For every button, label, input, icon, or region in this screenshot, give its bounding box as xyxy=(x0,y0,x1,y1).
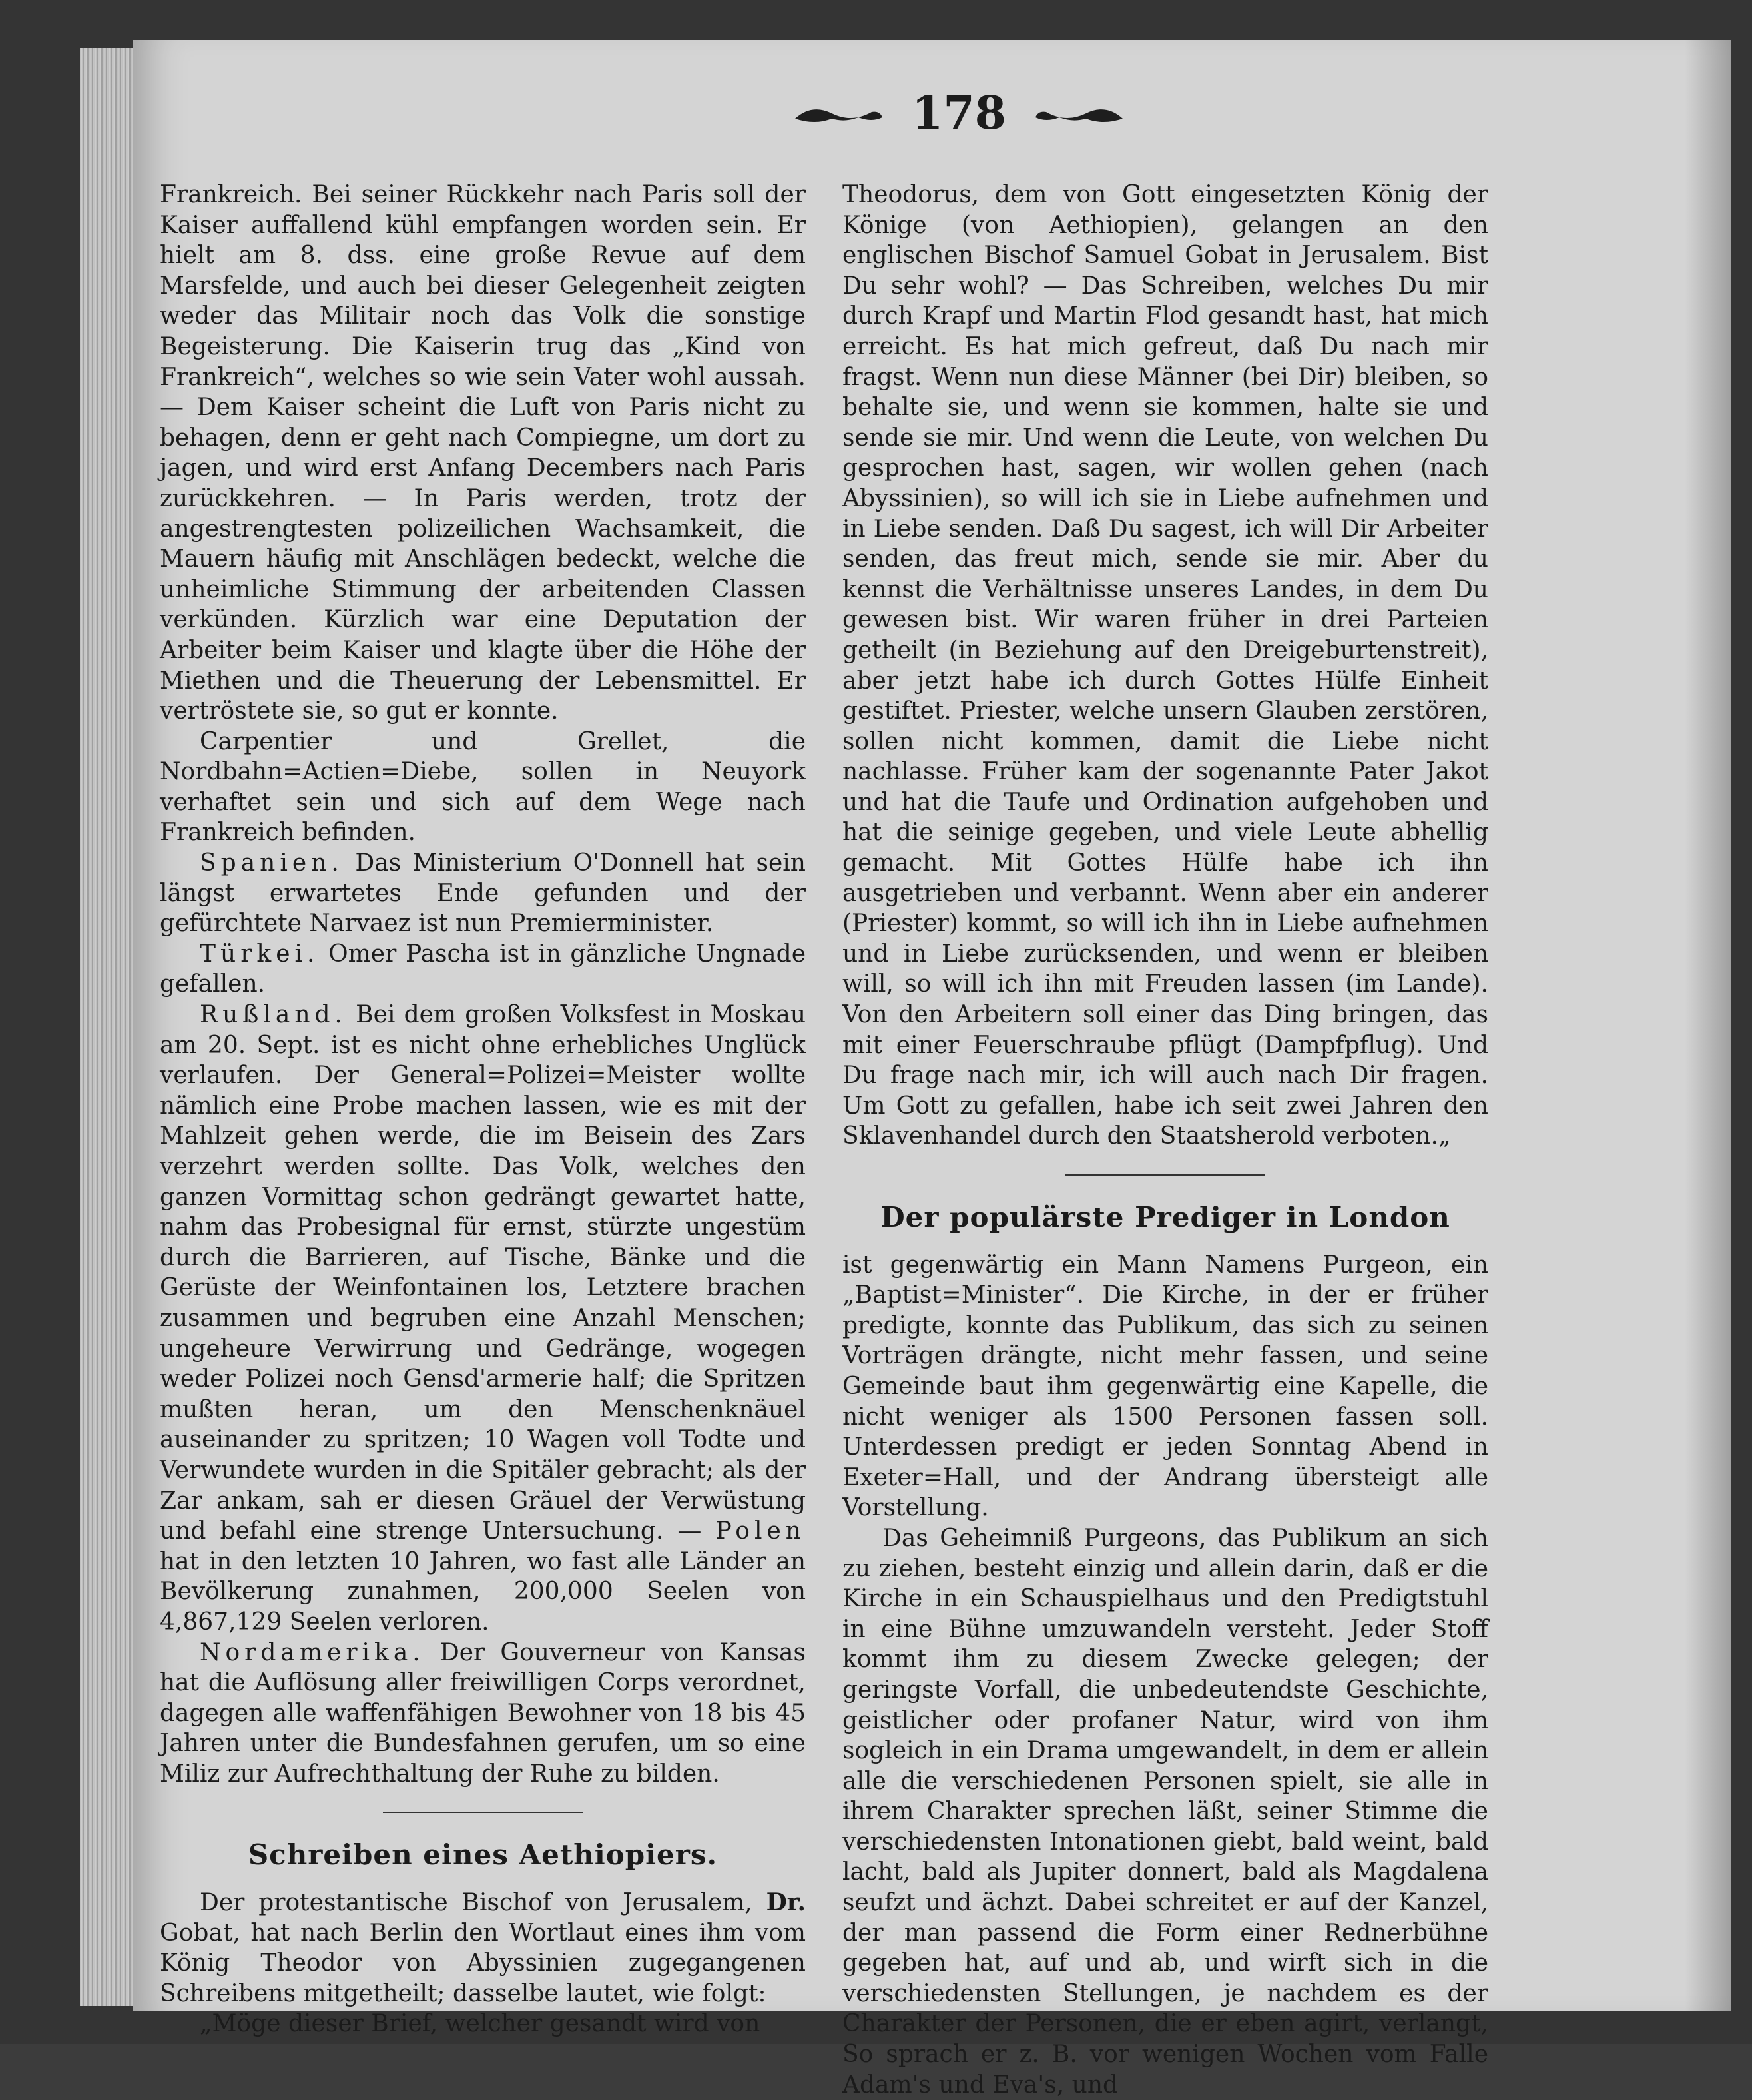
paragraph-tuerkei-text: Omer Pascha ist in gänzliche Ungnade gefallen. xyxy=(160,940,806,998)
left-ornament-icon xyxy=(792,100,885,127)
section-lead-spanien: Spanien. xyxy=(200,849,344,877)
paragraph-bischof-a: Der protestantische Bischof von Jerusalem, xyxy=(200,1889,752,1917)
left-column xyxy=(160,180,806,2039)
paragraph-bischof xyxy=(160,1888,806,2009)
section-lead-nordamerika: Nordamerika. xyxy=(200,1638,425,1666)
paragraph-bischof-c: Gobat, hat nach Berlin den Wortlaut eines ihm vom König Theodor von Abyssinien zugegangenen Schreibens mitgetheilt; dasselbe lautet, wie folgt: xyxy=(160,1919,806,2007)
paragraph-russland xyxy=(160,1000,806,1637)
paragraph-spanien-text: Das Ministerium O'Donnell hat sein längst erwartetes Ende gefunden und der gefürchtete Narvaez ist nun Premierminister. xyxy=(160,849,806,938)
right-column xyxy=(842,180,1488,2100)
paragraph-spanien xyxy=(160,848,806,939)
article-heading-prediger: Der populärste Prediger in London xyxy=(880,1201,1450,1233)
paragraph-bischof-dr: Dr. xyxy=(766,1888,806,1917)
paragraph-theodorus: Theodorus, dem von Gott eingesetzten König der Könige (von Aethiopien), gelangen an den englischen Bischof Samuel Gobat in Jerusalem. Bist Du sehr wohl? — Das Schreiben, welches Du mir durch Krapf und Martin Flod gesandt hast, hat mich erreicht. Es hat mich gefreut, daß Du nach mir fragst. Wenn nun diese Männer (bei Dir) bleiben, so behalte sie, und wenn sie kommen, halte sie und sende sie mir. Und wenn die Leute, von welchen Du gesprochen hast, sagen, wir wollen gehen (nach Abyssinien), so will ich sie in Liebe aufnehmen und in Liebe senden. Daß Du sagest, ich will Dir Arbeiter senden, das freut mich, sende sie mir. Aber du kennst die Verhältnisse unseres Landes, in dem Du gewesen bist. Wir waren früher in drei Parteien getheilt (in Beziehung auf den Dreigeburtenstreit), aber jetzt habe ich durch Gottes Hülfe Einheit gestiftet. Priester, welche unsern Glauben zerstören, sollen nicht kommen, damit die Liebe nicht nachlasse. Früher kam der sogenannte Pater Jakot und hat die Taufe und Ordination aufgehoben und hat die seinige gegeben, und viele Leute abhellig gemacht. Mit Gottes Hülfe habe ich ihn ausgetrieben und verbannt. Wenn aber ein anderer (Priester) kommt, so will ich ihn in Liebe aufnehmen und in Liebe zurücksenden, und wenn er bleiben will, so will ich ihn mit Freuden lassen (im Lande). Von den Arbeitern soll einer das Ding bringen, das mit einer Feuerschraube pflügt (Dampfpflug). Und Du frage nach mir, ich will auch nach Dir fragen. Um Gott zu gefallen, habe ich seit zwei Jahren den Sklavenhandel durch den Staatsherold verboten.„ xyxy=(842,181,1488,1150)
paragraph-nordamerika-text: Der Gouverneur von Kansas hat die Auflösung aller freiwilligen Corps verordnet, dagegen alle waffenfähigen Bewohner von 18 bis 45 Jahren unter die Bundesfahnen gerufen, um so eine Miliz zur Aufrechthaltung der Ruhe zu bilden. xyxy=(160,1638,806,1788)
paragraph-nordamerika xyxy=(160,1638,806,1790)
paragraph-carpentier: Carpentier und Grellet, die Nordbahn=Actien=Diebe, sollen in Neuyork verhaftet sein und sich auf dem Wege nach Frankreich befinden. xyxy=(160,727,806,847)
paragraph-geheimniss: Das Geheimniß Purgeons, das Publikum an sich zu ziehen, besteht einzig und allein darin, daß er die Kirche in ein Schauspielhaus und den Predigtstuhl in eine Bühne umzuwandeln versteht. Jeder Stoff kommt ihm zu diesem Zwecke gelegen; der geringste Vorfall, die unbedeutendste Geschichte, geistlicher oder profaner Natur, wird von ihm sogleich in ein Drama umgewandelt, in dem er allein alle die verschiedenen Personen spielt, sie alle in ihrem Charakter sprechen läßt, seiner Stimme die verschiedensten Intonationen giebt, bald weint, bald lacht, bald als Jupiter donnert, bald als Magdalena seufzt und ächzt. Dabei schreitet er auf der Kanzel, der man passend die Form einer Rednerbühne gegeben hat, auf und ab, und wirft sich in die verschiedensten Stellungen, je nachdem es der Charakter der Personen, die er eben agirt, verlangt, So sprach er z. B. vor wenigen Wochen vom Falle Adam's und Eva's, und xyxy=(842,1524,1488,2099)
paragraph-purgeon: ist gegenwärtig ein Mann Namens Purgeon, ein „Baptist=Minister“. Die Kirche, in der er früher predigte, konnte das Publikum, das sich zu seinen Vorträgen drängte, nicht mehr fassen, und seine Gemeinde baut ihm gegenwärtig eine Kapelle, die nicht weniger als 1500 Personen fassen soll. Unterdessen predigt er jeden Sonntag Abend in Exeter=Hall, und der Andrang übersteigt alle Vorstellung. xyxy=(842,1251,1488,1522)
section-lead-tuerkei: Türkei. xyxy=(200,940,320,968)
page-header xyxy=(786,73,1132,153)
right-ornament-icon xyxy=(1033,100,1126,127)
paragraph-tuerkei xyxy=(160,939,806,1000)
paragraph-russland-text: Bei dem großen Volksfest in Moskau am 20. Sept. ist es nicht ohne erhebliches Unglück verlaufen. Der General=Polizei=Meister wollte nämlich eine Probe machen lassen, wie es mit der Mahlzeit gehen werde, die im Beisein des Zars verzehrt werden sollte. Das Volk, welches den ganzen Vormittag schon gedrängt gewartet hatte, nahm das Probesignal für ernst, stürzte ungestüm durch die Barrieren, auf Tische, Bänke und die Gerüste der Weinfontainen los, Letztere brachen zusammen und begruben eine Anzahl Menschen; ungeheure Verwirrung und Gedränge, wogegen weder Polizei noch Gensd'armerie half; die Spritzen mußten heran, um den Menschenknäuel auseinander zu spritzen; 10 Wagen voll Todte und Verwundete wurden in die Spitäler gebracht; als der Zar ankam, sah er diesen Gräuel der Verwüstung und befahl eine strenge Untersuchung. — xyxy=(160,1001,806,1545)
paragraph-polen-text: hat in den letzten 10 Jahren, wo fast alle Länder an Bevölkerung zunahmen, 200,000 Seelen von 4,867,129 Seelen verloren. xyxy=(160,1547,806,1636)
section-divider-right xyxy=(1065,1174,1265,1176)
section-divider xyxy=(383,1812,583,1813)
article-heading-aethiopier: Schreiben eines Aethiopiers. xyxy=(248,1838,718,1872)
section-lead-russland: Rußland. xyxy=(200,1001,347,1029)
page-number: 178 xyxy=(912,87,1006,140)
paragraph-brief-start: „Möge dieser Brief, welcher gesandt wird von xyxy=(200,2010,760,2038)
spine-shadow xyxy=(1685,40,1731,2011)
paragraph-frankreich: Frankreich. Bei seiner Rückkehr nach Paris soll der Kaiser auffallend kühl empfangen worden sein. Er hielt am 8. dss. eine große Revue auf dem Marsfelde, und auch bei dieser Gelegenheit zeigten weder das Militair noch das Volk die sonstige Begeisterung. Die Kaiserin trug das „Kind von Frankreich“, welches so wie sein Vater wohl aussah. — Dem Kaiser scheint die Luft von Paris nicht zu behagen, denn er geht nach Compiegne, um dort zu jagen, und wird erst Anfang Decembers nach Paris zurückkehren. — In Paris werden, trotz der angestrengtesten polizeilichen Wachsamkeit, die Mauern häufig mit Anschlägen bedeckt, welche die unheimliche Stimmung der arbeitenden Classen verkünden. Kürzlich war eine Deputation der Arbeiter beim Kaiser und klagte über die Höhe der Miethen und die Theuerung der Lebensmittel. Er vertröstete sie, so gut er konnte. xyxy=(160,181,806,725)
section-lead-polen: Polen xyxy=(715,1517,806,1545)
